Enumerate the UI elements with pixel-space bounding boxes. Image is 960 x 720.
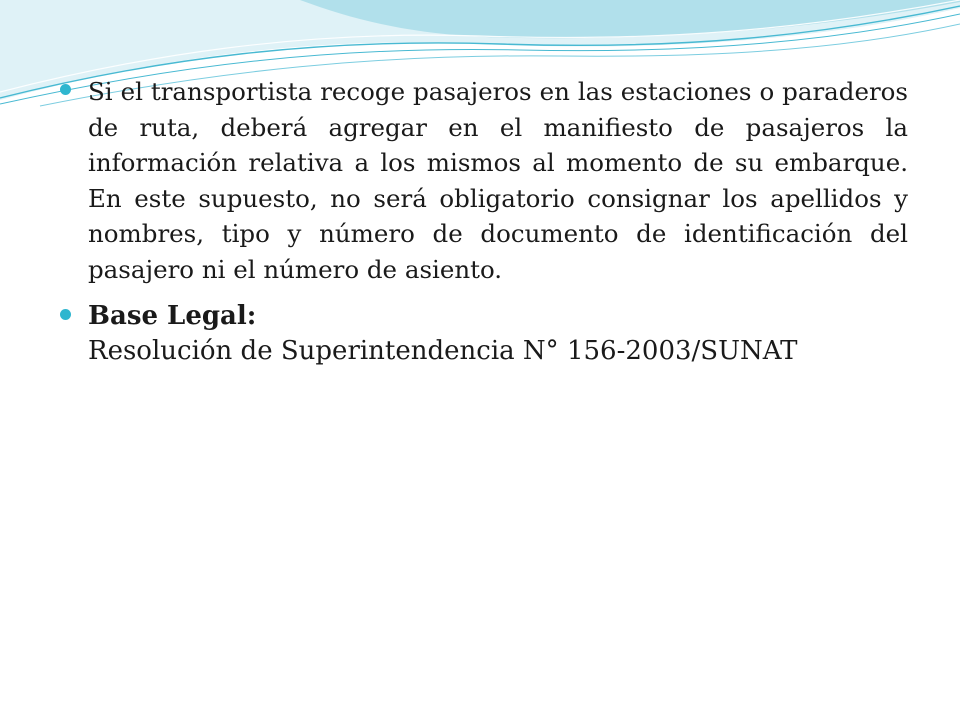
bullet-text: Si el transportista recoge pasajeros en las estaciones o paraderos de ruta, deberá agregar en el manifiesto de pasajeros la información relativa a los mismos al momento de su embarque. En este supuesto, no será obligatorio consignar los apellidos y nombres, tipo y número de documento de identificación del pasajero ni el número de asiento. [88,77,908,284]
bullet-dot-icon [60,84,71,95]
bullet-item-legal-basis [60,299,908,369]
legal-basis-reference: Resolución de Superintendencia N° 156-2003/SUNAT [88,336,798,366]
legal-basis-heading: Base Legal: [88,301,257,331]
bullet-item-transport-rule [60,74,908,287]
slide-content [60,74,908,381]
bullet-dot-icon [60,309,71,320]
